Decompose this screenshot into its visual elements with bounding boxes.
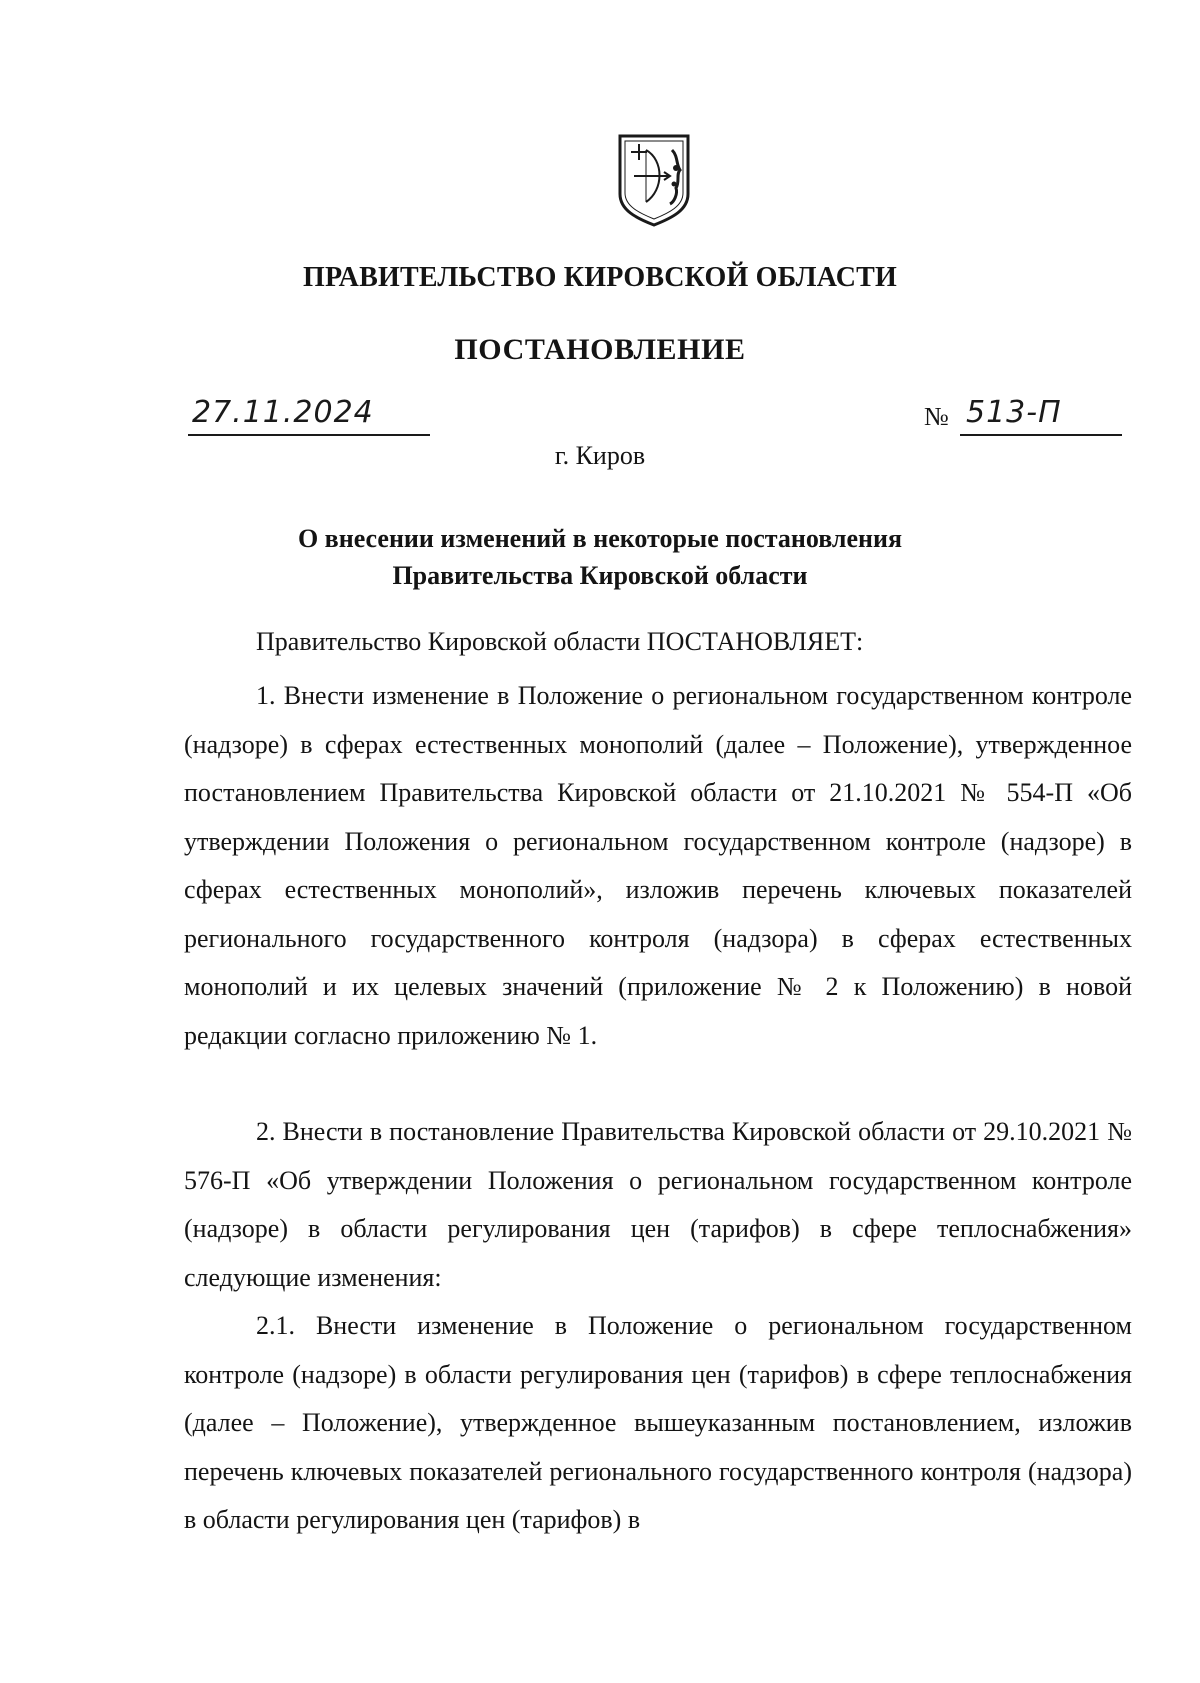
handwritten-number: 513-П	[966, 395, 1062, 430]
city-label: г. Киров	[554, 441, 646, 470]
subject-line-2: Правительства Кировской области	[392, 561, 808, 590]
paragraph-2-1: 2.1. Внести изменение в Положение о региональном государственном контроле (надзоре) в области регулирования цен (тарифов) в сфере теплоснабжения (далее – Положение), утвержденное вышеуказанным постановлением, изложив перечень ключевых показателей регионального государственного контроля (надзора) в области регулирования цен (тарифов) в	[184, 1311, 1132, 1534]
paragraph-2: 2. Внести в постановление Правительства Кировской области от 29.10.2021 № 576-П «Об утверждении Положения о региональном государственном контроле (надзоре) в области регулирования цен (тарифов) в сфере теплоснабжения» следующие изменения:	[184, 1117, 1132, 1292]
number-sign: №	[924, 402, 949, 431]
number-field	[960, 395, 1122, 436]
preamble: Правительство Кировской области ПОСТАНОВЛЯЕТ:	[256, 627, 864, 656]
government-title: ПРАВИТЕЛЬСТВО КИРОВСКОЙ ОБЛАСТИ	[302, 262, 897, 293]
document-subject	[0, 520, 1200, 594]
subject-line-1: О внесении изменений в некоторые постановления	[297, 524, 903, 553]
document-type-title: ПОСТАНОВЛЕНИЕ	[454, 333, 746, 366]
coat-of-arms-icon	[616, 132, 692, 228]
date-field	[188, 395, 430, 436]
handwritten-date: 27.11.2024	[192, 395, 374, 430]
paragraph-1: 1. Внести изменение в Положение о региональном государственном контроле (надзоре) в сферах естественных монополий (далее – Положение), утвержденное постановлением Правительства Кировской области от 21.10.2021 № 554-П «Об утверждении Положения о региональном государственном контроле (надзоре) в сферах естественных монополий», изложив перечень ключевых показателей регионального государственного контроля (надзора) в сферах естественных монополий и их целевых значений (приложение № 2 к Положению) в новой редакции согласно приложению № 1.	[184, 681, 1132, 1050]
